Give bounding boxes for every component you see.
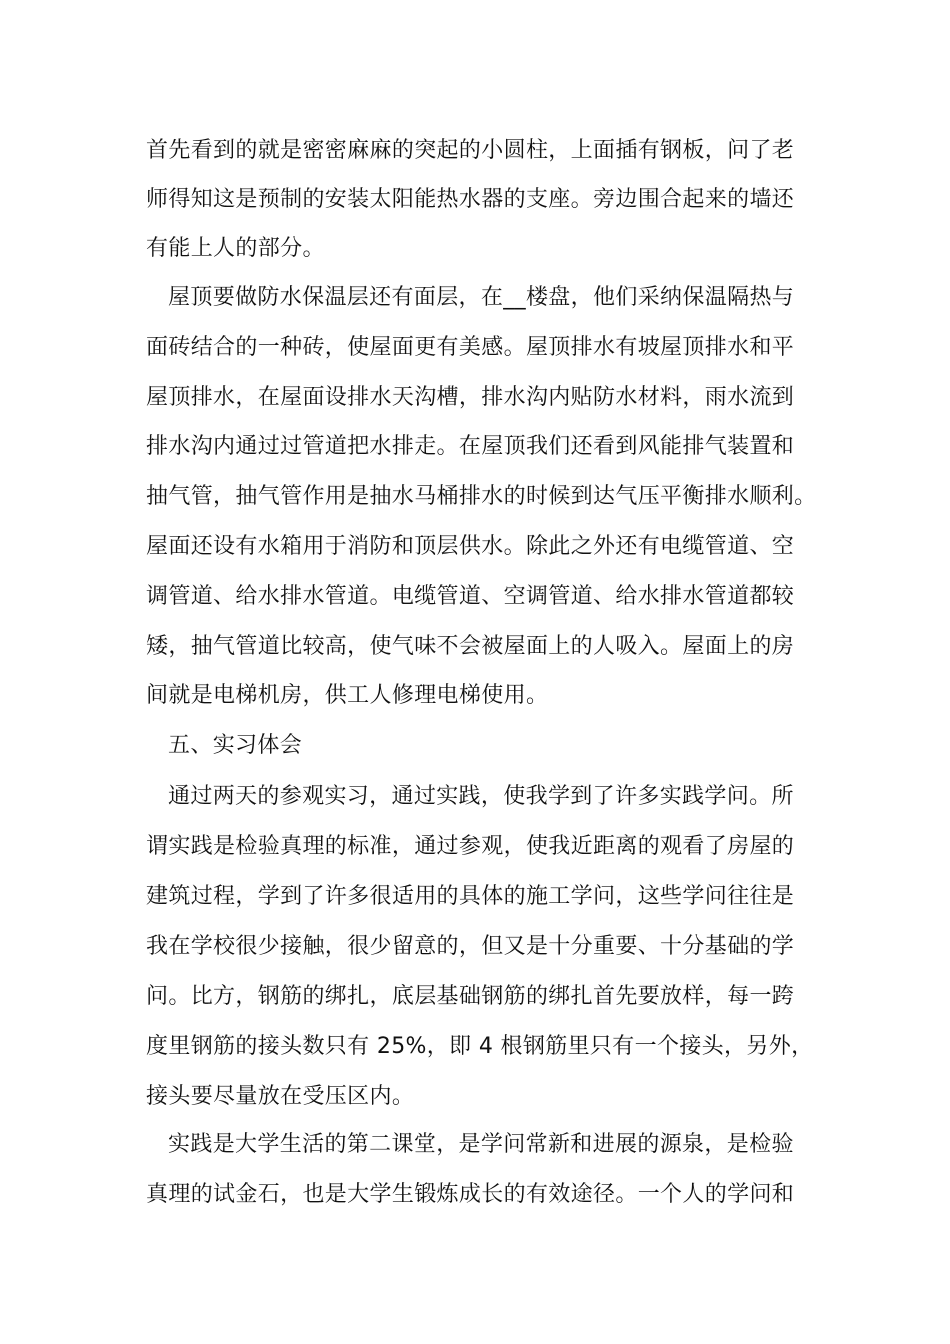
paragraph-line: 通过两天的参观实习，通过实践，使我学到了许多实践学问。所 [168,784,794,809]
paragraph-line: 首先看到的就是密密麻麻的突起的小圆柱，上面插有钢板，问了老 [146,138,795,163]
paragraph-line: 间就是电梯机房，供工人修理电梯使用。 [146,683,549,708]
paragraph-line: 建筑过程，学到了许多很适用的具体的施工学问，这些学问往往是 [146,884,795,909]
paragraph-line: 屋顶排水，在屋面设排水天沟槽，排水沟内贴防水材料，雨水流到 [146,385,795,410]
paragraph-line: 师得知这是预制的安装太阳能热水器的支座。旁边围合起来的墙还 [146,187,795,212]
section-heading: 五、实习体会 [168,733,303,758]
paragraph-line: 度里钢筋的接头数只有 25%，即 4 根钢筋里只有一个接头，另外， [146,1034,814,1059]
paragraph-line: 我在学校很少接触，很少留意的，但又是十分重要、十分基础的学 [146,934,795,959]
paragraph-line: 真理的试金石，也是大学生锻炼成长的有效途径。一个人的学问和 [146,1182,795,1207]
paragraph-line: 实践是大学生活的第二课堂，是学问常新和进展的源泉，是检验 [168,1132,794,1157]
paragraph-line: 问。比方，钢筋的绑扎，底层基础钢筋的绑扎首先要放样，每一跨 [146,984,795,1009]
paragraph-line: 面砖结合的一种砖，使屋面更有美感。屋顶排水有坡屋顶排水和平 [146,335,795,360]
paragraph-line: 排水沟内通过过管道把水排走。在屋顶我们还看到风能排气装置和 [146,434,795,459]
paragraph-line: 屋面还设有水箱用于消防和顶层供水。除此之外还有电缆管道、空 [146,534,795,559]
paragraph-line: 抽气管，抽气管作用是抽水马桶排水的时候到达气压平衡排水顺利。 [146,484,817,509]
paragraph-line: 接头要尽量放在受压区内。 [146,1084,415,1109]
paragraph-line: 屋顶要做防水保温层还有面层，在__楼盘，他们采纳保温隔热与 [168,285,795,310]
paragraph-line: 谓实践是检验真理的标准，通过参观，使我近距离的观看了房屋的 [146,834,795,859]
paragraph-line: 调管道、给水排水管道。电缆管道、空调管道、给水排水管道都较 [146,584,795,609]
paragraph-line: 矮，抽气管道比较高，使气味不会被屋面上的人吸入。屋面上的房 [146,634,795,659]
paragraph-line: 有能上人的部分。 [146,236,325,261]
